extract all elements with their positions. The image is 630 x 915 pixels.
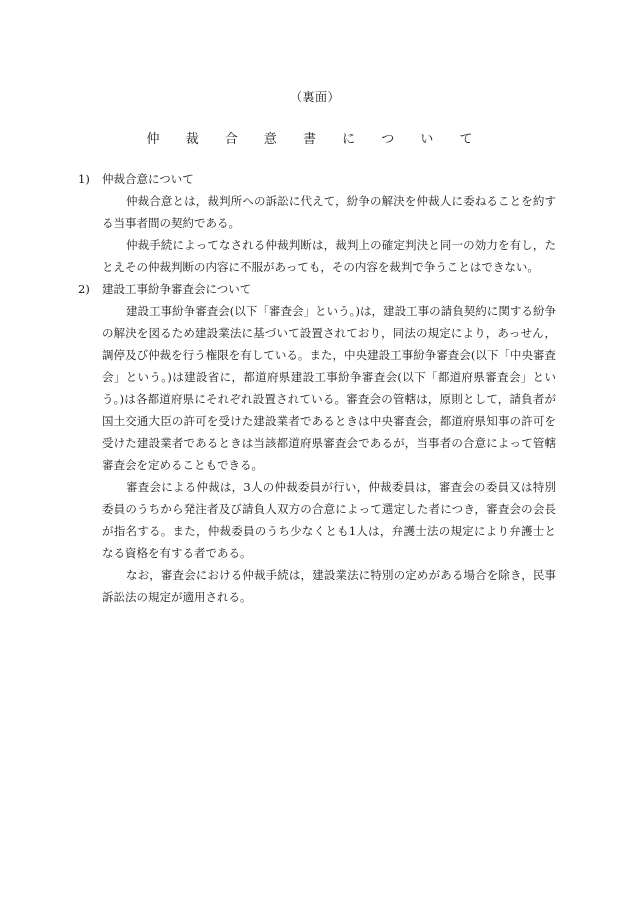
paragraph: 審査会による仲裁は，3人の仲裁委員が行い，仲裁委員は，審査会の委員又は特別委員のうちから発注者及び請負人双方の合意によって選定した者につき，審査会の会長が指名する。また，仲裁委員のうち少なくとも1人は，弁護士法の規定により弁護士となる資格を有する者である。 <box>102 480 556 560</box>
paragraph: 仲裁合意とは，裁判所への訴訟に代えて，紛争の解決を仲裁人に委ねることを約する当事者間の契約である。 <box>102 194 556 230</box>
section-title: 建設工事紛争審査会について <box>102 282 252 296</box>
section-number: 1) <box>78 172 90 186</box>
section-dispute-committee <box>78 278 556 608</box>
paragraph: 建設工事紛争審査会(以下「審査会」という。)は，建設工事の請負契約に関する紛争の解決を図るため建設業法に基づいて設置されており，同法の規定により，あっせん，調停及び仲裁を行う権限を有している。また，中央建設工事紛争審査会(以下「中央審査会」という。)は建設省に，都道府県建設工事紛争審査会(以下「都道府県審査会」という。)は各都道府県にそれぞれ設置されている。審査会の管轄は，原則として，請負者が国土交通大臣の許可を受けた建設業者であるときは中央審査会，都道府県知事の許可を受けた建設業者であるときは当該都道府県審査会であるが，当事者の合意によって管轄審査会を定めることもできる。 <box>102 304 556 472</box>
side-label: （裏面） <box>289 90 340 104</box>
paragraph: なお，審査会における仲裁手続は，建設業法に特別の定めがある場合を除き，民事訴訟法の規定が適用される。 <box>102 568 556 604</box>
paragraph: 仲裁手続によってなされる仲裁判断は，裁判上の確定判決と同一の効力を有し，たとえその仲裁判断の内容に不服があっても，その内容を裁判で争うことはできない。 <box>102 238 556 274</box>
document-body <box>78 168 556 608</box>
section-heading <box>78 168 556 190</box>
section-number: 2) <box>78 282 90 296</box>
section-title: 仲裁合意について <box>102 172 194 186</box>
section-heading <box>78 278 556 300</box>
section-arbitration-agreement <box>78 168 556 278</box>
document-title: 仲 裁 合 意 書 に つ い て <box>146 132 484 147</box>
